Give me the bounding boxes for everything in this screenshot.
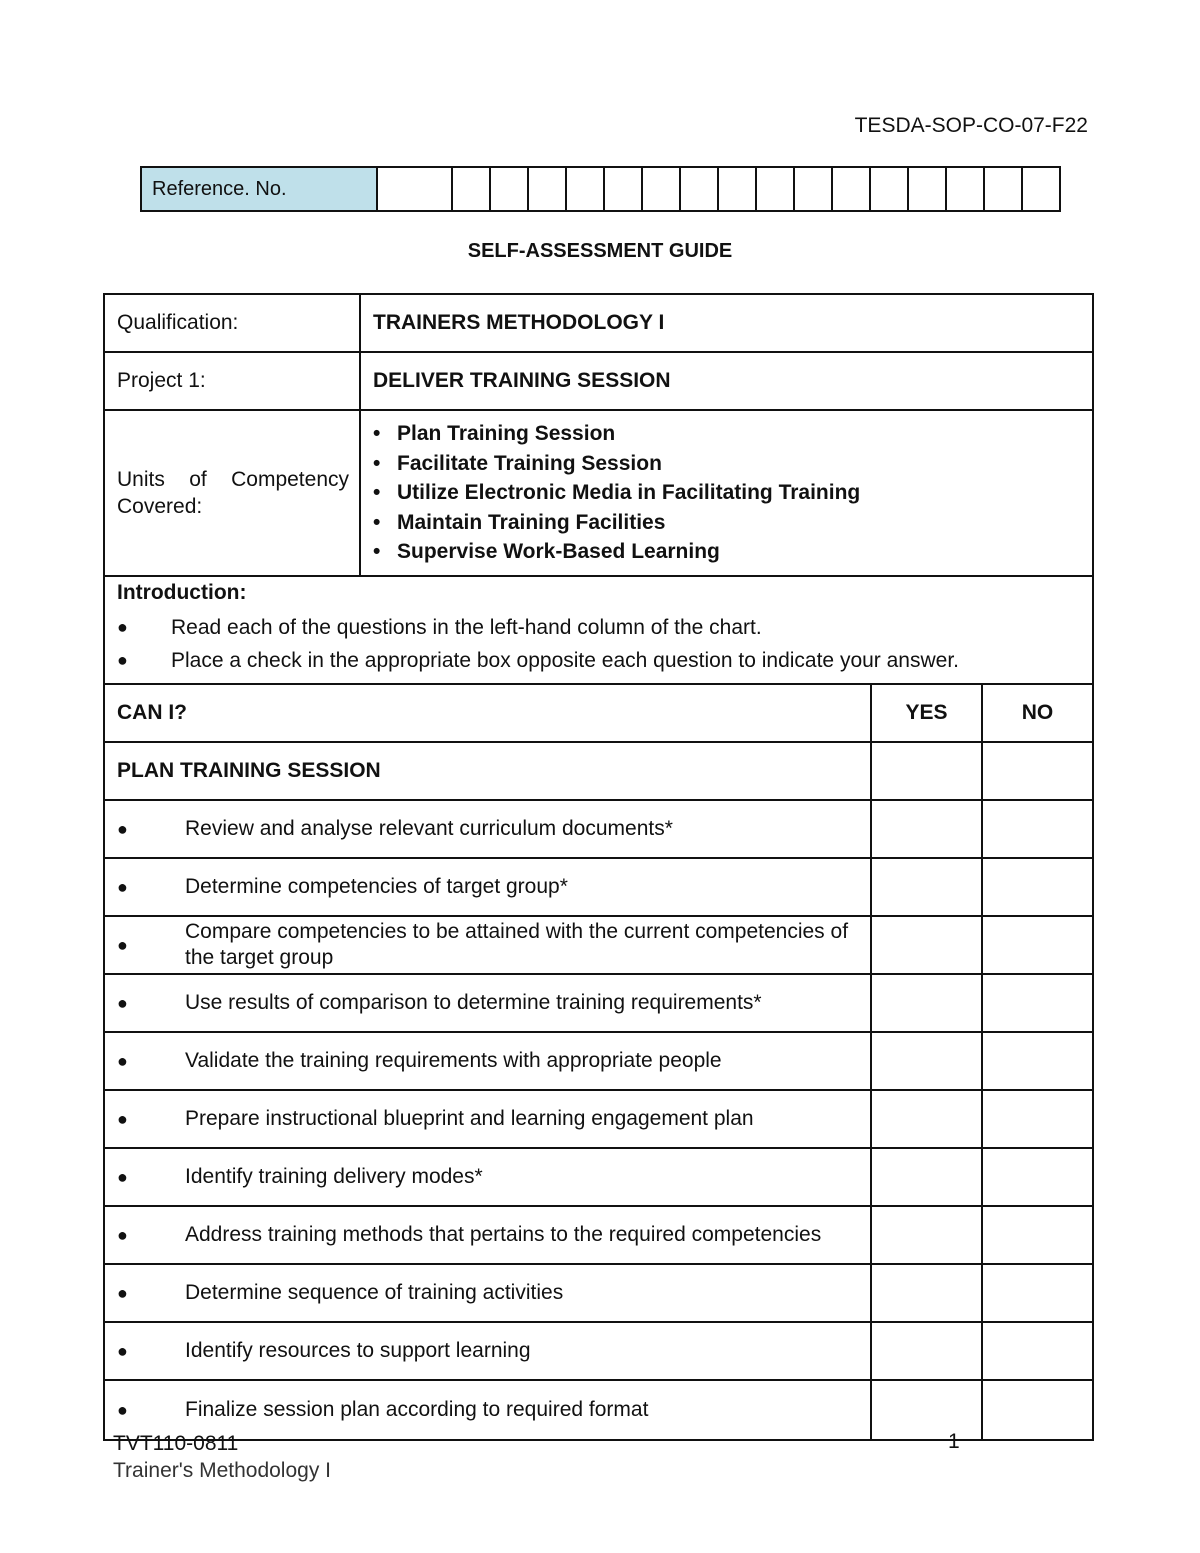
bullet-icon: • (373, 422, 381, 445)
project-row (105, 353, 1092, 411)
unit-text: Plan Training Session (397, 422, 616, 445)
yes-checkbox[interactable] (872, 1381, 983, 1439)
question-cell (105, 1265, 872, 1321)
yes-header: YES (872, 685, 983, 741)
list-item (373, 537, 860, 567)
no-checkbox[interactable] (983, 1381, 1092, 1439)
table-row (105, 975, 1092, 1033)
reference-number-box[interactable] (870, 167, 908, 211)
reference-number-label: Reference. No. (141, 167, 377, 211)
bullet-icon: ● (117, 1050, 128, 1071)
section-title: PLAN TRAINING SESSION (105, 743, 872, 799)
question-text: Validate the training requirements with appropriate people (185, 1049, 722, 1072)
no-checkbox[interactable] (983, 743, 1092, 799)
table-row (105, 1265, 1092, 1323)
bullet-icon: ● (117, 1108, 128, 1129)
bullet-icon: ● (117, 1282, 128, 1303)
reference-number-box[interactable] (604, 167, 642, 211)
yes-checkbox[interactable] (872, 859, 983, 915)
bullet-icon: ● (117, 992, 128, 1013)
qualification-row (105, 295, 1092, 353)
units-row (105, 411, 1092, 577)
bullet-icon: • (373, 540, 381, 563)
question-text: Identify resources to support learning (185, 1339, 531, 1362)
question-text: Review and analyse relevant curriculum documents* (185, 817, 673, 840)
qualification-value: TRAINERS METHODOLOGY I (373, 311, 665, 334)
can-i-header: CAN I? (105, 685, 872, 741)
bullet-icon: ● (117, 876, 128, 897)
question-cell (105, 859, 872, 915)
introduction-text: Place a check in the appropriate box opposite each question to indicate your answer. (171, 648, 960, 672)
unit-text: Utilize Electronic Media in Facilitating Training (397, 481, 861, 504)
no-header: NO (1021, 701, 1054, 724)
reference-number-box[interactable] (566, 167, 604, 211)
question-cell (105, 1149, 872, 1205)
no-checkbox[interactable] (983, 1207, 1092, 1263)
reference-number-box[interactable] (984, 167, 1022, 211)
table-row (105, 859, 1092, 917)
table-row (105, 1323, 1092, 1381)
section-row (105, 743, 1092, 801)
question-text: Determine sequence of training activities (185, 1281, 564, 1304)
question-cell (105, 917, 872, 973)
no-checkbox[interactable] (983, 917, 1092, 973)
units-label: Units of Competency Covered: (105, 411, 361, 575)
qualification-label: Qualification: (105, 295, 361, 351)
no-checkbox[interactable] (983, 975, 1092, 1031)
footer (113, 1430, 331, 1484)
yes-checkbox[interactable] (872, 1323, 983, 1379)
unit-text: Facilitate Training Session (397, 451, 662, 475)
bullet-icon: ● (117, 617, 128, 637)
yes-checkbox[interactable] (872, 1207, 983, 1263)
list-item (373, 478, 860, 508)
table-row (105, 917, 1092, 975)
table-row (105, 1149, 1092, 1207)
no-checkbox[interactable] (983, 801, 1092, 857)
bullet-icon: ● (117, 1224, 128, 1245)
table-row (105, 1207, 1092, 1265)
list-item (373, 508, 860, 538)
question-text: Address training methods that pertains to the required competencies (185, 1223, 822, 1246)
reference-number-box[interactable] (377, 167, 452, 211)
reference-number-box[interactable] (832, 167, 870, 211)
bullet-icon: ● (117, 1340, 128, 1361)
yes-checkbox[interactable] (872, 917, 983, 973)
bullet-icon: ● (117, 650, 128, 670)
question-text: Identify training delivery modes* (185, 1165, 483, 1188)
no-checkbox[interactable] (983, 1265, 1092, 1321)
introduction-title: Introduction: (117, 581, 247, 604)
footer-subtitle: Trainer's Methodology I (113, 1459, 331, 1482)
assessment-table (103, 293, 1094, 1441)
reference-number-table (140, 166, 1061, 212)
question-cell (105, 1323, 872, 1379)
yes-checkbox[interactable] (872, 1265, 983, 1321)
bullet-icon: • (373, 481, 381, 504)
bullet-icon: • (373, 510, 381, 534)
question-text: Use results of comparison to determine training requirements* (185, 991, 762, 1014)
question-text: Compare competencies to be attained with the current competencies of the target group (185, 920, 849, 969)
document-code: TESDA-SOP-CO-07-F22 (854, 114, 1088, 137)
yes-checkbox[interactable] (872, 801, 983, 857)
unit-text: Maintain Training Facilities (397, 510, 666, 534)
page-number: 1 (948, 1430, 960, 1453)
question-text: Determine competencies of target group* (185, 875, 568, 898)
question-cell (105, 1091, 872, 1147)
table-row (105, 1091, 1092, 1149)
list-item (373, 419, 860, 449)
no-checkbox[interactable] (983, 1033, 1092, 1089)
reference-number-box[interactable] (794, 167, 832, 211)
unit-text: Supervise Work-Based Learning (397, 540, 720, 563)
reference-number-box[interactable] (946, 167, 984, 211)
bullet-icon: ● (117, 1399, 128, 1420)
no-checkbox[interactable] (983, 859, 1092, 915)
no-checkbox[interactable] (983, 1091, 1092, 1147)
bullet-icon: ● (117, 818, 128, 839)
bullet-icon: • (373, 451, 381, 475)
footer-code: TVT110-0811 (113, 1432, 239, 1455)
units-cell (361, 411, 1092, 575)
reference-number-box[interactable] (756, 167, 794, 211)
introduction-text: Read each of the questions in the left-hand column of the chart. (171, 615, 762, 639)
reference-number-box[interactable] (718, 167, 756, 211)
question-cell (105, 801, 872, 857)
question-text: Finalize session plan according to required format (185, 1398, 649, 1421)
checklist-header-row (105, 685, 1092, 743)
page-title: SELF-ASSESSMENT GUIDE (467, 240, 733, 262)
introduction-line (117, 611, 1080, 644)
no-checkbox[interactable] (983, 1323, 1092, 1379)
yes-checkbox[interactable] (872, 1149, 983, 1205)
yes-checkbox[interactable] (872, 975, 983, 1031)
question-cell (105, 1207, 872, 1263)
yes-checkbox[interactable] (872, 1091, 983, 1147)
reference-number-box[interactable] (490, 167, 528, 211)
table-row (105, 1033, 1092, 1091)
yes-checkbox[interactable] (872, 1033, 983, 1089)
list-item (373, 449, 860, 479)
question-cell (105, 975, 872, 1031)
introduction (105, 577, 1092, 685)
units-list (373, 419, 860, 567)
reference-number-box[interactable] (680, 167, 718, 211)
reference-number-box[interactable] (452, 167, 490, 211)
introduction-line (117, 644, 1080, 677)
project-value: DELIVER TRAINING SESSION (373, 369, 671, 392)
question-text: Prepare instructional blueprint and learning engagement plan (185, 1107, 754, 1130)
bullet-icon: ● (117, 934, 128, 955)
yes-checkbox[interactable] (872, 743, 983, 799)
reference-number-box[interactable] (642, 167, 680, 211)
reference-number-box[interactable] (1022, 167, 1060, 211)
bullet-icon: ● (117, 1166, 128, 1187)
reference-number-box[interactable] (528, 167, 566, 211)
question-cell (105, 1033, 872, 1089)
table-row (105, 801, 1092, 859)
reference-number-box[interactable] (908, 167, 946, 211)
project-label: Project 1: (105, 353, 361, 409)
no-checkbox[interactable] (983, 1149, 1092, 1205)
